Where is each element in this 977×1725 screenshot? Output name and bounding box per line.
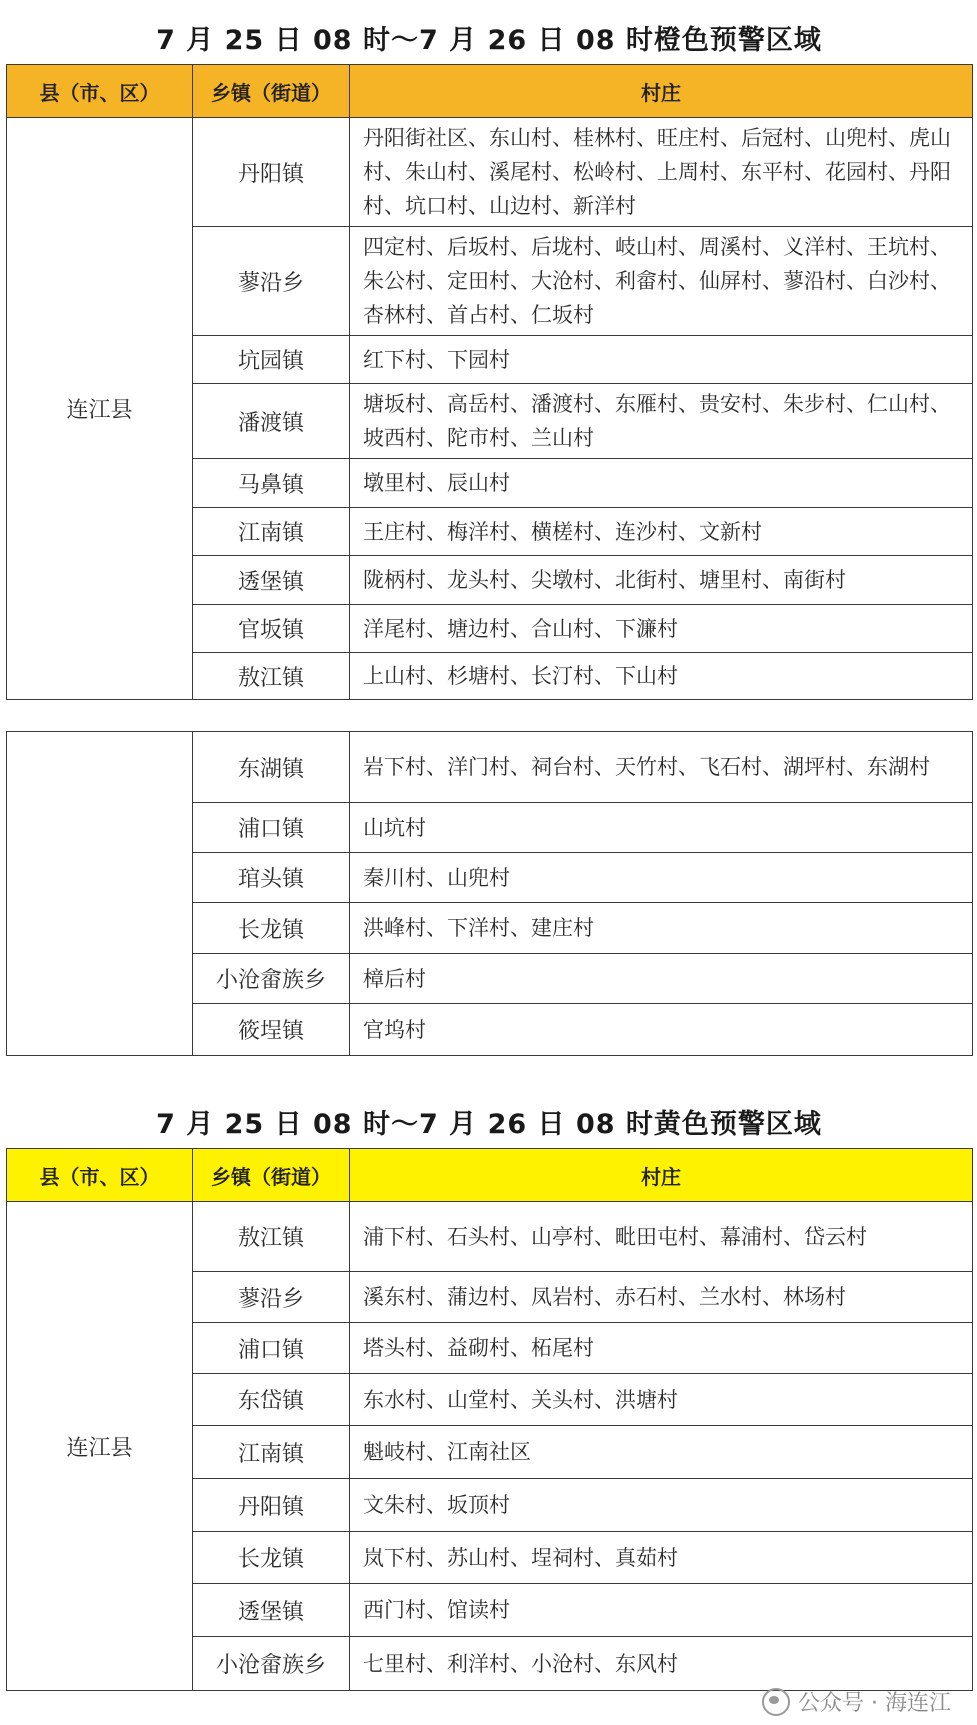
town-cell: 东湖镇 [193,732,350,803]
villages-cell: 文朱村、坂顶村 [350,1479,973,1532]
town-cell: 长龙镇 [193,1532,350,1584]
orange-warning-section [6,18,972,700]
town-cell: 东岱镇 [193,1374,350,1426]
villages-cell: 山坑村 [350,803,973,853]
villages-cell: 溪东村、蒲边村、凤岩村、赤石村、兰水村、林场村 [350,1272,973,1323]
town-cell: 敖江镇 [193,1202,350,1272]
town-cell: 坑园镇 [193,336,350,384]
town-cell: 浦口镇 [193,1323,350,1374]
town-cell: 蓼沿乡 [193,1272,350,1323]
orange-warning-table [6,64,973,700]
villages-cell: 红下村、下园村 [350,336,973,384]
yellow-section-title: 7 月 25 日 08 时～7 月 26 日 08 时黄色预警区域 [156,1109,822,1140]
header-county: 县（市、区） [7,65,193,118]
table-header-row [7,65,973,118]
table-header-row [7,1149,973,1202]
villages-cell: 魁岐村、江南社区 [350,1426,973,1479]
town-cell: 筱埕镇 [193,1004,350,1056]
villages-cell: 岩下村、洋门村、祠台村、天竹村、飞石村、湖坪村、东湖村 [350,732,973,803]
villages-cell: 塘坂村、高岳村、潘渡村、东雁村、贵安村、朱步村、仁山村、坡西村、陀市村、兰山村 [350,384,973,459]
orange-warning-section-continued [6,731,972,1056]
table-row [7,732,973,803]
header-villages: 村庄 [350,1149,973,1202]
villages-cell: 墩里村、辰山村 [350,459,973,508]
wechat-icon [762,1688,790,1716]
town-cell: 浦口镇 [193,803,350,853]
villages-cell: 洪峰村、下洋村、建庄村 [350,903,973,954]
orange-warning-table-continued [6,731,973,1056]
town-cell: 蓼沿乡 [193,227,350,336]
villages-cell: 陇柄村、龙头村、尖墩村、北街村、塘里村、南街村 [350,556,973,605]
yellow-warning-table [6,1148,973,1691]
town-cell: 琯头镇 [193,853,350,903]
watermark-text: 公众号 · 海连江 [798,1691,951,1716]
yellow-warning-section [6,1102,972,1691]
town-cell: 透堡镇 [193,556,350,605]
villages-cell: 浦下村、石头村、山亭村、毗田屯村、幕浦村、岱云村 [350,1202,973,1272]
orange-section-title: 7 月 25 日 08 时～7 月 26 日 08 时橙色预警区域 [156,25,822,56]
villages-cell: 王庄村、梅洋村、横槎村、连沙村、文新村 [350,508,973,556]
villages-cell: 七里村、利洋村、小沧村、东风村 [350,1637,973,1691]
town-cell: 江南镇 [193,508,350,556]
watermark [762,1686,951,1717]
header-town: 乡镇（街道） [193,65,350,118]
villages-cell: 洋尾村、塘边村、合山村、下濂村 [350,605,973,653]
villages-cell: 东水村、山堂村、关头村、洪塘村 [350,1374,973,1426]
county-cell-empty [7,732,193,1056]
town-cell: 敖江镇 [193,653,350,700]
header-villages: 村庄 [350,65,973,118]
villages-cell: 官坞村 [350,1004,973,1056]
county-cell: 连江县 [7,118,193,700]
villages-cell: 西门村、馆读村 [350,1584,973,1637]
town-cell: 小沧畲族乡 [193,1637,350,1691]
town-cell: 丹阳镇 [193,118,350,227]
town-cell: 长龙镇 [193,903,350,954]
header-town: 乡镇（街道） [193,1149,350,1202]
villages-cell: 樟后村 [350,954,973,1004]
villages-cell: 塔头村、益砌村、柘尾村 [350,1323,973,1374]
villages-cell: 四定村、后坂村、后垅村、岐山村、周溪村、义洋村、王坑村、朱公村、定田村、大沧村、利畲村、仙屏村、蓼沿村、白沙村、杏林村、首占村、仁坂村 [350,227,973,336]
table-row [7,1202,973,1272]
town-cell: 潘渡镇 [193,384,350,459]
town-cell: 丹阳镇 [193,1479,350,1532]
villages-cell: 上山村、杉塘村、长汀村、下山村 [350,653,973,700]
town-cell: 透堡镇 [193,1584,350,1637]
town-cell: 官坂镇 [193,605,350,653]
town-cell: 小沧畲族乡 [193,954,350,1004]
header-county: 县（市、区） [7,1149,193,1202]
villages-cell: 岚下村、苏山村、埕祠村、真茹村 [350,1532,973,1584]
table-row [7,118,973,227]
town-cell: 马鼻镇 [193,459,350,508]
villages-cell: 秦川村、山兜村 [350,853,973,903]
town-cell: 江南镇 [193,1426,350,1479]
county-cell: 连江县 [7,1202,193,1691]
villages-cell: 丹阳街社区、东山村、桂林村、旺庄村、后冠村、山兜村、虎山村、朱山村、溪尾村、松岭村、上周村、东平村、花园村、丹阳村、坑口村、山边村、新洋村 [350,118,973,227]
